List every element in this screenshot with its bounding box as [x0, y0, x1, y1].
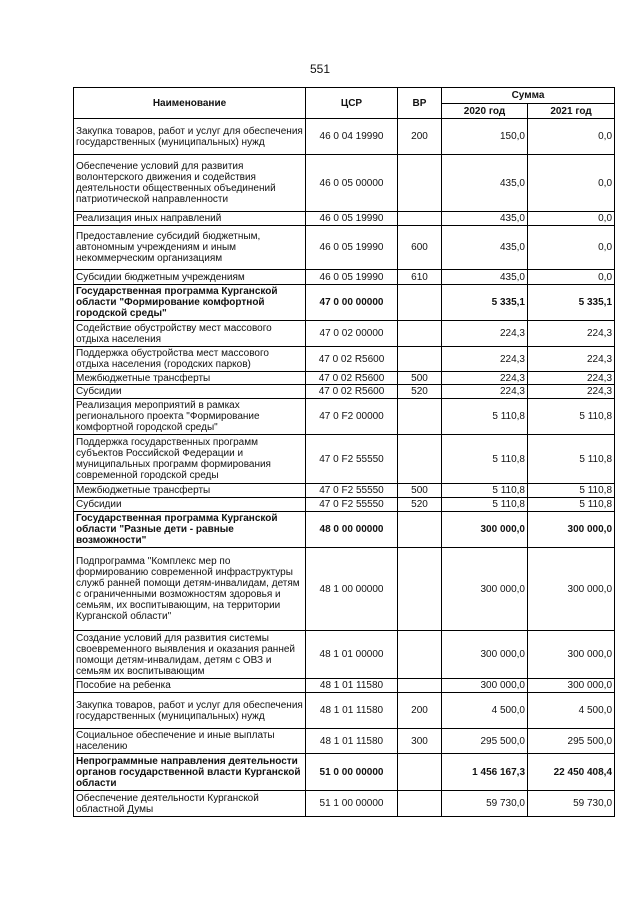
row-sum-2021: 0,0	[528, 226, 615, 270]
row-sum-2020: 435,0	[442, 226, 528, 270]
row-sum-2020: 300 000,0	[442, 679, 528, 693]
row-vr: 520	[398, 385, 442, 399]
row-vr	[398, 155, 442, 212]
table-row	[74, 679, 615, 693]
row-csr: 47 0 02 R5600	[306, 372, 398, 385]
row-csr: 47 0 F2 55550	[306, 484, 398, 498]
table-row	[74, 512, 615, 548]
row-csr: 47 0 02 R5600	[306, 385, 398, 399]
row-vr	[398, 548, 442, 631]
row-sum-2021: 5 110,8	[528, 435, 615, 484]
table-row	[74, 729, 615, 754]
row-csr: 51 0 00 00000	[306, 754, 398, 791]
row-vr: 520	[398, 498, 442, 512]
row-sum-2021: 0,0	[528, 212, 615, 226]
row-name: Закупка товаров, работ и услуг для обеспечения государственных (муниципальных) нужд	[74, 119, 306, 155]
row-name: Пособие на ребенка	[74, 679, 306, 693]
row-name: Субсидии	[74, 498, 306, 512]
row-csr: 48 1 01 11580	[306, 729, 398, 754]
row-sum-2020: 435,0	[442, 155, 528, 212]
row-sum-2020: 300 000,0	[442, 512, 528, 548]
row-vr	[398, 679, 442, 693]
budget-table	[73, 87, 615, 817]
row-name: Субсидии	[74, 385, 306, 399]
page-number: 551	[309, 62, 331, 76]
table-row	[74, 791, 615, 817]
row-vr	[398, 399, 442, 435]
row-sum-2021: 300 000,0	[528, 512, 615, 548]
row-vr	[398, 347, 442, 372]
row-sum-2020: 300 000,0	[442, 631, 528, 679]
row-sum-2020: 59 730,0	[442, 791, 528, 817]
table-row	[74, 399, 615, 435]
header-vr: ВР	[398, 88, 442, 119]
row-vr: 200	[398, 693, 442, 729]
row-sum-2021: 0,0	[528, 119, 615, 155]
row-sum-2021: 22 450 408,4	[528, 754, 615, 791]
row-name: Обеспечение условий для развития волонтерского движения и содействия деятельности общественных объединений патриотической направленности	[74, 155, 306, 212]
row-sum-2021: 224,3	[528, 321, 615, 347]
row-sum-2020: 224,3	[442, 347, 528, 372]
row-sum-2020: 5 335,1	[442, 285, 528, 321]
table-row	[74, 226, 615, 270]
table-row	[74, 285, 615, 321]
table-row	[74, 212, 615, 226]
row-csr: 46 0 05 19990	[306, 226, 398, 270]
table-row	[74, 693, 615, 729]
row-vr: 500	[398, 372, 442, 385]
row-vr	[398, 512, 442, 548]
header-sum: Сумма	[442, 88, 615, 104]
row-name: Обеспечение деятельности Курганской областной Думы	[74, 791, 306, 817]
row-sum-2020: 435,0	[442, 212, 528, 226]
row-sum-2021: 300 000,0	[528, 631, 615, 679]
table-row	[74, 484, 615, 498]
row-sum-2020: 224,3	[442, 321, 528, 347]
row-name: Предоставление субсидий бюджетным, автономным учреждениям и иным некоммерческим организациям	[74, 226, 306, 270]
row-sum-2020: 300 000,0	[442, 548, 528, 631]
row-vr: 500	[398, 484, 442, 498]
row-sum-2020: 224,3	[442, 385, 528, 399]
row-name: Реализация иных направлений	[74, 212, 306, 226]
row-name: Государственная программа Курганской области "Формирование комфортной городской среды"	[74, 285, 306, 321]
table-row	[74, 754, 615, 791]
row-sum-2021: 5 335,1	[528, 285, 615, 321]
row-csr: 46 0 05 00000	[306, 155, 398, 212]
row-csr: 46 0 05 19990	[306, 270, 398, 285]
row-sum-2021: 4 500,0	[528, 693, 615, 729]
row-sum-2020: 5 110,8	[442, 399, 528, 435]
table-row	[74, 347, 615, 372]
table-body	[74, 119, 615, 817]
row-name: Закупка товаров, работ и услуг для обеспечения государственных (муниципальных) нужд	[74, 693, 306, 729]
row-name: Субсидии бюджетным учреждениям	[74, 270, 306, 285]
header-year-2021: 2021 год	[528, 104, 615, 119]
table-row	[74, 435, 615, 484]
table-row	[74, 498, 615, 512]
row-csr: 46 0 05 19990	[306, 212, 398, 226]
row-vr	[398, 285, 442, 321]
row-vr	[398, 321, 442, 347]
row-sum-2021: 5 110,8	[528, 399, 615, 435]
row-csr: 47 0 02 00000	[306, 321, 398, 347]
row-name: Социальное обеспечение и иные выплаты населению	[74, 729, 306, 754]
row-csr: 48 0 00 00000	[306, 512, 398, 548]
row-sum-2021: 5 110,8	[528, 498, 615, 512]
row-vr	[398, 435, 442, 484]
row-sum-2020: 5 110,8	[442, 498, 528, 512]
table-row	[74, 372, 615, 385]
row-csr: 47 0 F2 00000	[306, 399, 398, 435]
row-sum-2021: 224,3	[528, 347, 615, 372]
row-csr: 48 1 00 00000	[306, 548, 398, 631]
table-row	[74, 155, 615, 212]
row-sum-2020: 435,0	[442, 270, 528, 285]
row-name: Государственная программа Курганской области "Разные дети - равные возможности"	[74, 512, 306, 548]
row-sum-2020: 5 110,8	[442, 435, 528, 484]
table-row	[74, 385, 615, 399]
header-name: Наименование	[74, 88, 306, 119]
row-vr	[398, 754, 442, 791]
row-name: Межбюджетные трансферты	[74, 484, 306, 498]
row-sum-2020: 4 500,0	[442, 693, 528, 729]
row-sum-2021: 224,3	[528, 385, 615, 399]
row-name: Реализация мероприятий в рамках регионального проекта "Формирование комфортной городской среды"	[74, 399, 306, 435]
row-sum-2021: 224,3	[528, 372, 615, 385]
row-sum-2020: 295 500,0	[442, 729, 528, 754]
row-sum-2021: 5 110,8	[528, 484, 615, 498]
row-sum-2021: 295 500,0	[528, 729, 615, 754]
row-sum-2020: 1 456 167,3	[442, 754, 528, 791]
row-name: Поддержка обустройства мест массового отдыха населения (городских парков)	[74, 347, 306, 372]
table-row	[74, 631, 615, 679]
row-vr	[398, 631, 442, 679]
row-csr: 47 0 02 R5600	[306, 347, 398, 372]
row-sum-2020: 224,3	[442, 372, 528, 385]
row-vr	[398, 791, 442, 817]
table-row	[74, 270, 615, 285]
row-sum-2021: 0,0	[528, 155, 615, 212]
row-sum-2021: 300 000,0	[528, 679, 615, 693]
row-name: Межбюджетные трансферты	[74, 372, 306, 385]
row-name: Непрограммные направления деятельности органов государственной власти Курганской области	[74, 754, 306, 791]
row-vr	[398, 212, 442, 226]
row-sum-2021: 0,0	[528, 270, 615, 285]
header-csr: ЦСР	[306, 88, 398, 119]
row-csr: 47 0 F2 55550	[306, 435, 398, 484]
row-csr: 47 0 00 00000	[306, 285, 398, 321]
header-year-2020: 2020 год	[442, 104, 528, 119]
row-vr: 610	[398, 270, 442, 285]
row-csr: 46 0 04 19990	[306, 119, 398, 155]
table-row	[74, 321, 615, 347]
row-sum-2020: 5 110,8	[442, 484, 528, 498]
row-name: Содействие обустройству мест массового отдыха населения	[74, 321, 306, 347]
row-sum-2021: 300 000,0	[528, 548, 615, 631]
row-name: Подпрограмма "Комплекс мер по формированию современной инфраструктуры служб ранней помощи детям-инвалидам, детям с ограниченными возможностям здоровья и семьям, их воспитывающим, на территории Курганской области"	[74, 548, 306, 631]
row-sum-2021: 59 730,0	[528, 791, 615, 817]
row-vr: 600	[398, 226, 442, 270]
row-name: Создание условий для развития системы своевременного выявления и оказания ранней помощи детям-инвалидам, детям с ОВЗ и семьям их воспитывающим	[74, 631, 306, 679]
row-vr: 300	[398, 729, 442, 754]
table-row	[74, 548, 615, 631]
row-sum-2020: 150,0	[442, 119, 528, 155]
row-name: Поддержка государственных программ субъектов Российской Федерации и муниципальных программ формирования современной городской среды	[74, 435, 306, 484]
row-csr: 47 0 F2 55550	[306, 498, 398, 512]
row-csr: 48 1 01 11580	[306, 679, 398, 693]
row-csr: 48 1 01 11580	[306, 693, 398, 729]
row-csr: 51 1 00 00000	[306, 791, 398, 817]
row-vr: 200	[398, 119, 442, 155]
row-csr: 48 1 01 00000	[306, 631, 398, 679]
table-row	[74, 119, 615, 155]
